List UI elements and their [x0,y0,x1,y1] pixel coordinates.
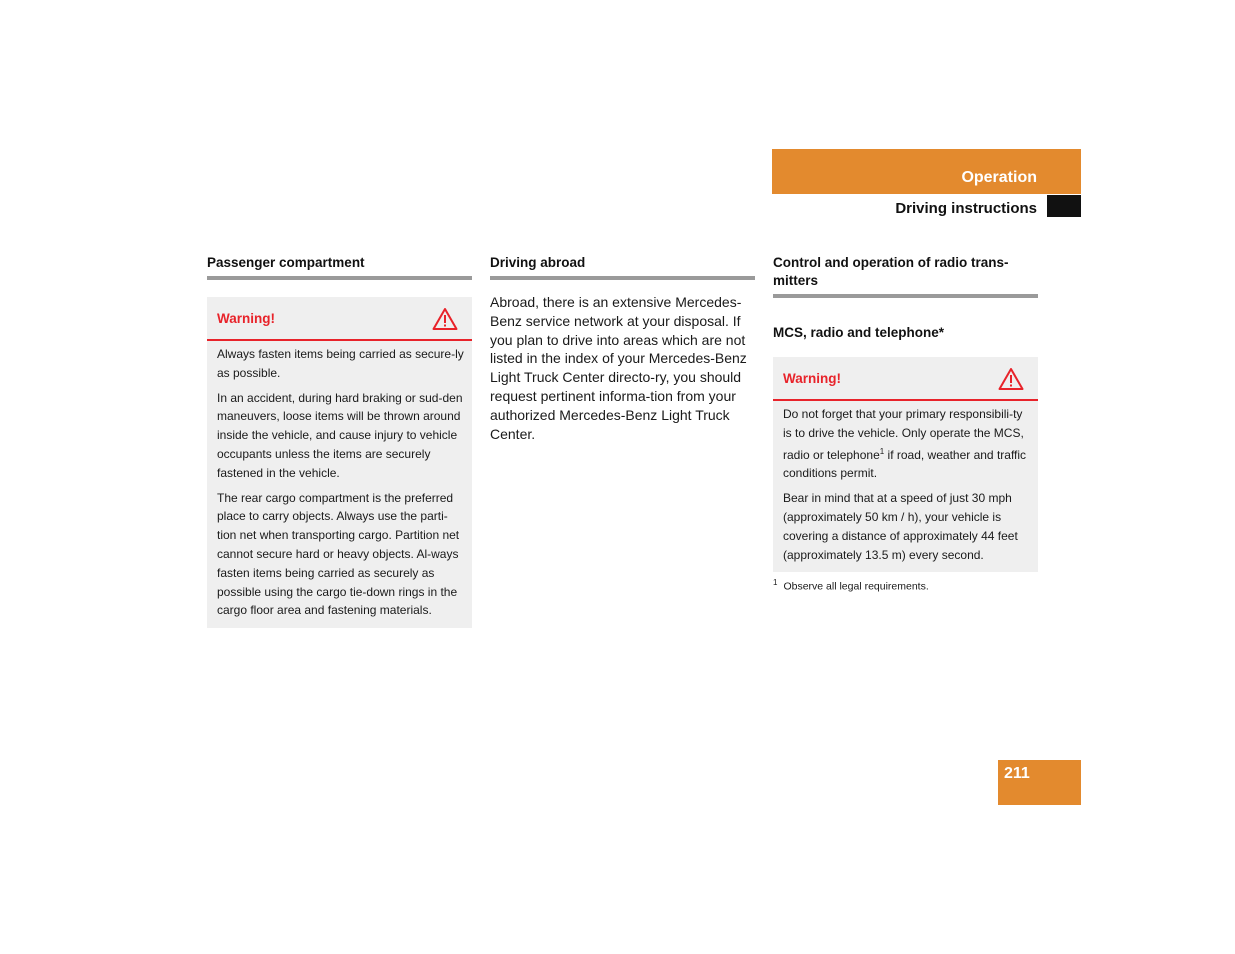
header-black-tab [1047,195,1081,217]
section-heading: Passenger compartment [207,254,472,280]
warning-body [773,401,1038,572]
warning-paragraph: The rear cargo compartment is the preferred place to carry objects. Always use the parti-tion net when transporting cargo. Partition net cannot secure hard or heavy objects. Al-ways fasten items being carried as securely as possible using the cargo tie-down rings in the cargo floor area and fastening materials. [217,490,460,618]
body-paragraph: Abroad, there is an extensive Mercedes-Benz service network at your disposal. If you plan to drive into areas which are not listed in the index of your Mercedes-Benz Light Truck Center directo-ry, you should request pertinent informa-tion from your authorized Mercedes-Benz Light Truck Center. [490,294,747,442]
footnote [773,578,1038,593]
warning-title: Warning! [217,311,275,326]
column-passenger-compartment [207,254,472,628]
subsection-heading: MCS, radio and telephone* [773,325,945,340]
section-heading: Driving abroad [490,254,755,280]
warning-paragraph: Always fasten items being carried as secure-ly as possible. [217,347,464,380]
warning-title: Warning! [783,371,841,386]
footnote-text: Observe all legal requirements. [783,580,929,593]
warning-header [207,297,472,341]
warning-text: if road, weather and traffic conditions permit. [783,447,1027,481]
warning-paragraph: In an accident, during hard braking or sud-den maneuvers, loose items will be thrown around inside the vehicle, and cause injury to vehicle occupants unless the items are securely fastened in the vehicle. [217,390,463,480]
section-title: Operation [961,169,1037,186]
warning-paragraph [783,405,1030,483]
warning-triangle-icon [998,367,1024,391]
warning-paragraph: Bear in mind that at a speed of just 30 mph (approximately 50 km / h), your vehicle is covering a distance of approximately 44 feet (approximately 13.5 m) every second. [783,491,1018,562]
column-driving-abroad [490,254,755,443]
footnote-number: 1 [773,578,778,588]
page-number: 211 [1004,765,1030,782]
warning-box [773,357,1038,572]
warning-box [207,297,472,628]
warning-header [773,357,1038,401]
column-radio-transmitters [773,254,1038,593]
footnote-marker: 1 [879,446,885,456]
warning-triangle-icon [432,307,458,331]
warning-body [207,341,472,628]
subsection-title: Driving instructions [895,200,1037,217]
section-heading: Control and operation of radio trans-mitters [773,254,1038,298]
warning-text: Do not forget that your primary responsibili-ty is to drive the vehicle. Only operate the MCS, radio or telephone [783,407,1024,462]
